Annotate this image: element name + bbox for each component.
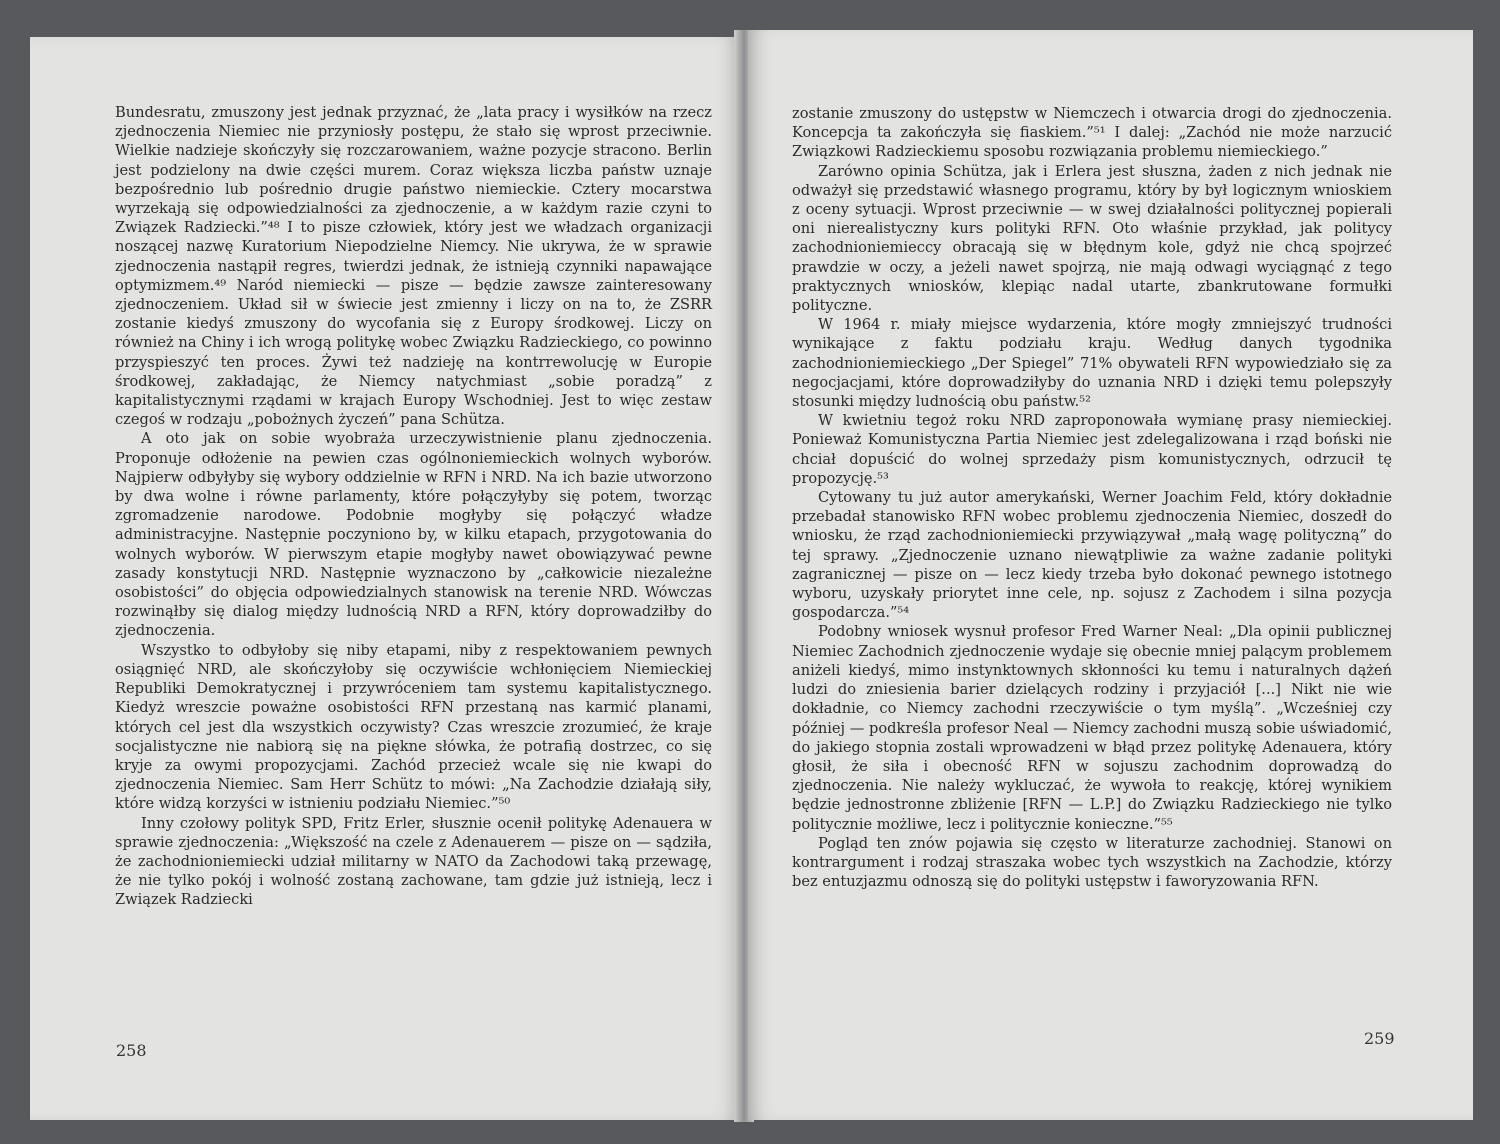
paragraph: Cytowany tu już autor amerykański, Werner Joachim Feld, który dokładnie przebadał stanowisko RFN wobec problemu zjednoczenia Niemiec, doszedł do wniosku, że rząd zachodnioniemiecki przywiązywał „małą wagę polityczną” do tej sprawy. „Zjednoczenie uznano niewątpliwie za ważne zadanie polityki zagranicznej — pisze on — lecz kiedy trzeba było dokonać pewnego istotnego wyboru, uzyskały priorytet inne cele, np. sojusz z Zachodem i silna pozycja gospodarcza.”⁵⁴ bbox=[792, 489, 1392, 622]
left-page-text bbox=[115, 103, 712, 910]
right-page bbox=[748, 30, 1473, 1120]
paragraph: Pogląd ten znów pojawia się często w literaturze zachodniej. Stanowi on kontrargument i rodzaj straszaka wobec tych wszystkich na Zachodzie, którzy bez entuzjazmu odnoszą się do polityki ustępstw i faworyzowania RFN. bbox=[792, 834, 1392, 891]
paragraph: Inny czołowy polityk SPD, Fritz Erler, słusznie ocenił politykę Adenauera w sprawie zjednoczenia: „Większość na czele z Adenauerem — pisze on — sądziła, że zachodnioniemiecki udział militarny w NATO da Zachodowi taką przewagę, że nie tylko pokój i wolność zostaną zachowane, tam gdzie już istnieją, lecz i Związek Radziecki bbox=[115, 814, 712, 909]
page-number-left: 258 bbox=[116, 1041, 147, 1060]
left-page bbox=[30, 37, 742, 1120]
paragraph: Podobny wniosek wysnuł profesor Fred Warner Neal: „Dla opinii publicznej Niemiec Zachodnich zjednoczenie wydaje się obecnie mniej palącym problemem aniżeli kiedyś, mimo instynktownych skłonności ku temu i naturalnych dążeń ludzi do zniesienia barier dzielących rodziny i przyjaciół [...] Nikt nie wie dokładnie, co Niemcy zachodni rzeczywiście o tym myślą”. „Wcześniej czy później — podkreśla profesor Neal — Niemcy zachodni muszą sobie uświadomić, do jakiego stopnia zostali wprowadzeni w błąd przez politykę Adenauera, który głosił, że siła i obecność RFN w sojuszu zachodnim doprowadzą do zjednoczenia. Nie należy wykluczać, że wywoła to reakcję, której wynikiem będzie jednostronne zbliżenie [RFN — L.P.] do Związku Radzieckiego nie tylko politycznie możliwe, lecz i politycznie konieczne.”⁵⁵ bbox=[792, 623, 1392, 833]
right-page-text bbox=[792, 104, 1392, 891]
paragraph: zostanie zmuszony do ustępstw w Niemczech i otwarcia drogi do zjednoczenia. Koncepcja ta zakończyła się fiaskiem.”⁵¹ I dalej: „Zachód nie może narzucić Związkowi Radzieckiemu sposobu rozwiązania problemu niemieckiego.” bbox=[792, 105, 1392, 161]
paragraph: W 1964 r. miały miejsce wydarzenia, które mogły zmniejszyć trudności wynikające z faktu podziału kraju. Według danych tygodnika zachodnioniemieckiego „Der Spiegel” 71% obywateli RFN wypowiedziało się za negocjacjami, które doprowadziłyby do uznania NRD i dzięki temu polepszyły stosunki między ludnością obu państw.⁵² bbox=[792, 316, 1392, 411]
paragraph: Bundesratu, zmuszony jest jednak przyznać, że „lata pracy i wysiłków na rzecz zjednoczenia Niemiec nie przyniosły postępu, że stało się wprost przeciwnie. Wielkie nadzieje skończyły się rozczarowaniem, ważne pozycje stracono. Berlin jest podzielony na dwie części murem. Coraz większa liczba państw uznaje bezpośrednio lub pośrednio drugie państwo niemieckie. Cztery mocarstwa wyrzekają się odpowiedzialności za zjednoczenie, a w każdym razie czyni to Związek Radziecki.”⁴⁸ I to pisze człowiek, który jest we władzach organizacji noszącej nazwę Kuratorium Niepodzielne Niemcy. Nie ukrywa, że w sprawie zjednoczenia nastąpił regres, twierdzi jednak, że istnieją czynniki napawające optymizmem.⁴⁹ Naród niemiecki — pisze — będzie zawsze zainteresowany zjednoczeniem. Układ sił w świecie jest zmienny i liczy on na to, że ZSRR zostanie kiedyś zmuszony do wycofania się z Europy środkowej. Liczy on również na Chiny i ich wrogą politykę wobec Związku Radzieckiego, co powinno przyspieszyć ten proces. Żywi też nadzieję na kontrrewolucję w Europie środkowej, zakładając, że Niemcy natychmiast „sobie poradzą” z kapitalistycznymi rządami w krajach Europy Wschodniej. Jest to więc zestaw czegoś w rodzaju „pobożnych życzeń” pana Schütza. bbox=[115, 104, 712, 429]
paragraph: Wszystko to odbyłoby się niby etapami, niby z respektowaniem pewnych osiągnięć NRD, ale skończyłoby się oczywiście wchłonięciem Niemieckiej Republiki Demokratycznej i przywróceniem tam systemu kapitalistycznego. Kiedyż wreszcie poważne osobistości RFN przestaną nas karmić planami, których cel jest dla wszystkich oczywisty? Czas wreszcie zrozumieć, że kraje socjalistyczne nie nabiorą się na piękne słówka, że potrafią dostrzec, co się kryje za owymi propozycjami. Zachód przecież wcale się nie kwapi do zjednoczenia Niemiec. Sam Herr Schütz to mówi: „Na Zachodzie działają siły, które widzą korzyści w istnieniu podziału Niemiec.”⁵⁰ bbox=[115, 641, 712, 813]
paragraph: A oto jak on sobie wyobraża urzeczywistnienie planu zjednoczenia. Proponuje odłożenie na pewien czas ogólnoniemieckich wolnych wyborów. Najpierw odbyłyby się wybory oddzielnie w RFN i NRD. Na ich bazie utworzono by dwa wolne i równe parlamenty, które połączyłyby się potem, tworząc zgromadzenie narodowe. Podobnie mogłyby się połączyć władze administracyjne. Następnie poczyniono by, w kilku etapach, przygotowania do wolnych wyborów. W pierwszym etapie mogłyby nawet obowiązywać pewne zasady konstytucji NRD. Następnie wyznaczono by „całkowicie niezależne osobistości” do objęcia odpowiedzialnych stanowisk na terenie NRD. Wówczas rozwinąłby się dialog między ludnością NRD a RFN, który doprowadziłby do zjednoczenia. bbox=[115, 430, 712, 640]
paragraph: Zarówno opinia Schütza, jak i Erlera jest słuszna, żaden z nich jednak nie odważył się przedstawić własnego programu, który by był logicznym wnioskiem z oceny sytuacji. Wprost przeciwnie — w swej działalności politycznej popierali oni nierealistyczny kurs polityki RFN. Oto właśnie przykład, jak politycy zachodnioniemieccy obracają się w błędnym kole, gdyż nie chcą spojrzeć prawdzie w oczy, a jeżeli nawet spojrzą, nie mają odwagi wyciągnąć z tego praktycznych wniosków, klepiąc nadal utarte, zbankrutowane formułki polityczne. bbox=[792, 162, 1392, 315]
page-number-right: 259 bbox=[1364, 1029, 1395, 1048]
paragraph: W kwietniu tegoż roku NRD zaproponowała wymianę prasy niemieckiej. Ponieważ Komunistyczna Partia Niemiec jest zdelegalizowana i rząd boński nie chciał dopuścić do wolnej sprzedaży pism komunistycznych, odrzucił tę propozycję.⁵³ bbox=[792, 412, 1392, 487]
